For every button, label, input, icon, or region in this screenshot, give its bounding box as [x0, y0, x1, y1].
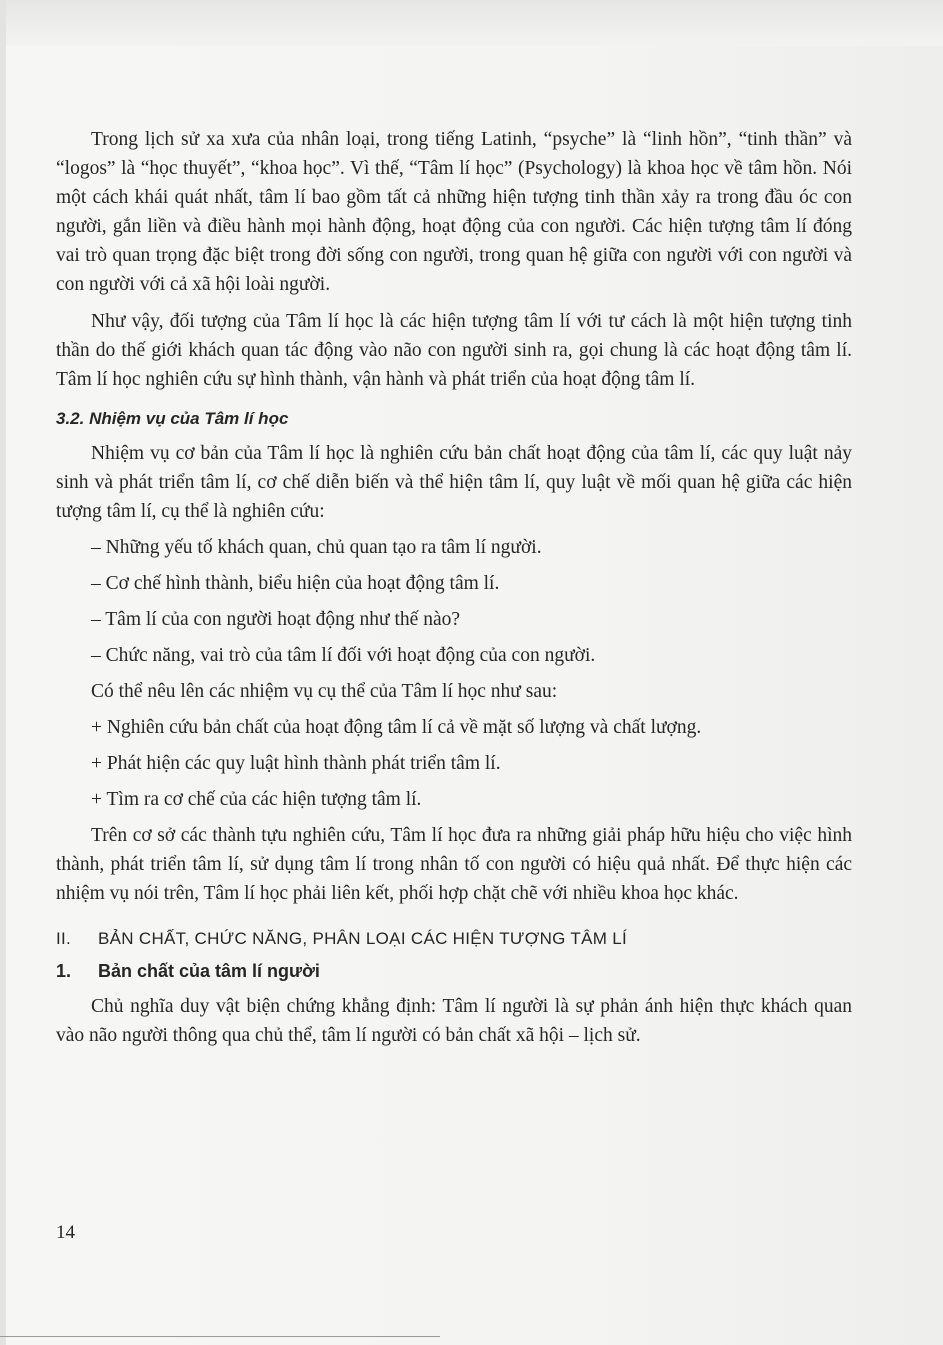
intro-paragraph-2: Như vậy, đối tượng của Tâm lí học là các hiện tượng tâm lí với tư cách là một hiện tượng tinh thần do thế giới khách quan tác động vào não con người sinh ra, gọi chung là các hoạt động tâm lí. Tâm lí học nghiên cứu sự hình thành, vận hành và phát triển của hoạt động tâm lí. — [56, 311, 852, 390]
section-3-2-lead: Nhiệm vụ cơ bản của Tâm lí học là nghiên cứu bản chất hoạt động của tâm lí, các quy luật nảy sinh và phát triển tâm lí, cơ chế diễn biến và thể hiện tâm lí, quy luật về mối quan hệ giữa các hiện tượng tâm lí, cụ thể là nghiên cứu: — [56, 443, 852, 522]
plus-item: + Tìm ra cơ chế của các hiện tượng tâm lí. — [91, 789, 422, 810]
dash-item: – Chức năng, vai trò của tâm lí đối với hoạt động của con người. — [91, 645, 596, 666]
subsection-1-number: 1. — [56, 961, 72, 981]
section-II-number: II. — [56, 929, 72, 948]
section-II-heading — [56, 924, 852, 953]
section-3-2-closing: Trên cơ sở các thành tựu nghiên cứu, Tâm lí học đưa ra những giải pháp hữu hiệu cho việc hình thành, phát triển tâm lí, sử dụng tâm lí trong nhân tố con người có hiệu quả nhất. Để thực hiện các nhiệm vụ nói trên, Tâm lí học phải liên kết, phối hợp chặt chẽ với nhiều khoa học khác. — [56, 825, 852, 904]
section-3-2-heading: 3.2. Nhiệm vụ của Tâm lí học — [56, 409, 289, 428]
scan-left-edge — [0, 0, 6, 1345]
intro-paragraph-1: Trong lịch sử xa xưa của nhân loại, trong tiếng Latinh, “psyche” là “linh hồn”, “tinh thần” và “logos” là “học thuyết”, “khoa học”. Vì thế, “Tâm lí học” (Psychology) là khoa học về tâm hồn. Nói một cách khái quát nhất, tâm lí bao gồm tất cả những hiện tượng tinh thần xảy ra trong đầu óc con người, gắn liền và điều hành mọi hành động, hoạt động của con người. Các hiện tượng tâm lí đóng vai trò quan trọng đặc biệt trong đời sống con người, trong quan hệ giữa con người với con người và con người với cả xã hội loài người. — [56, 129, 852, 295]
dash-item: – Tâm lí của con người hoạt động như thế nào? — [91, 609, 461, 630]
dash-item: – Những yếu tố khách quan, chủ quan tạo ra tâm lí người. — [91, 537, 542, 558]
page-number: 14 — [56, 1222, 75, 1243]
plus-item: + Phát hiện các quy luật hình thành phát triển tâm lí. — [91, 753, 501, 774]
bottom-divider — [0, 1336, 440, 1337]
subsection-1-heading — [56, 957, 852, 986]
subsection-1-body: Chủ nghĩa duy vật biện chứng khẳng định: Tâm lí người là sự phản ánh hiện thực khách quan vào não người thông qua chủ thể, tâm lí người có bản chất xã hội – lịch sử. — [56, 996, 852, 1046]
scan-top-shadow — [0, 0, 943, 46]
page-content — [56, 125, 852, 1050]
section-II-title: BẢN CHẤT, CHỨC NĂNG, PHÂN LOẠI CÁC HIỆN TƯỢNG TÂM LÍ — [98, 929, 627, 948]
subsection-1-title: Bản chất của tâm lí người — [98, 961, 320, 981]
dash-item: – Cơ chế hình thành, biểu hiện của hoạt động tâm lí. — [91, 573, 500, 594]
plus-item: + Nghiên cứu bản chất của hoạt động tâm lí cả về mặt số lượng và chất lượng. — [91, 717, 702, 738]
tasks-intro: Có thể nêu lên các nhiệm vụ cụ thể của Tâm lí học như sau: — [91, 681, 558, 702]
